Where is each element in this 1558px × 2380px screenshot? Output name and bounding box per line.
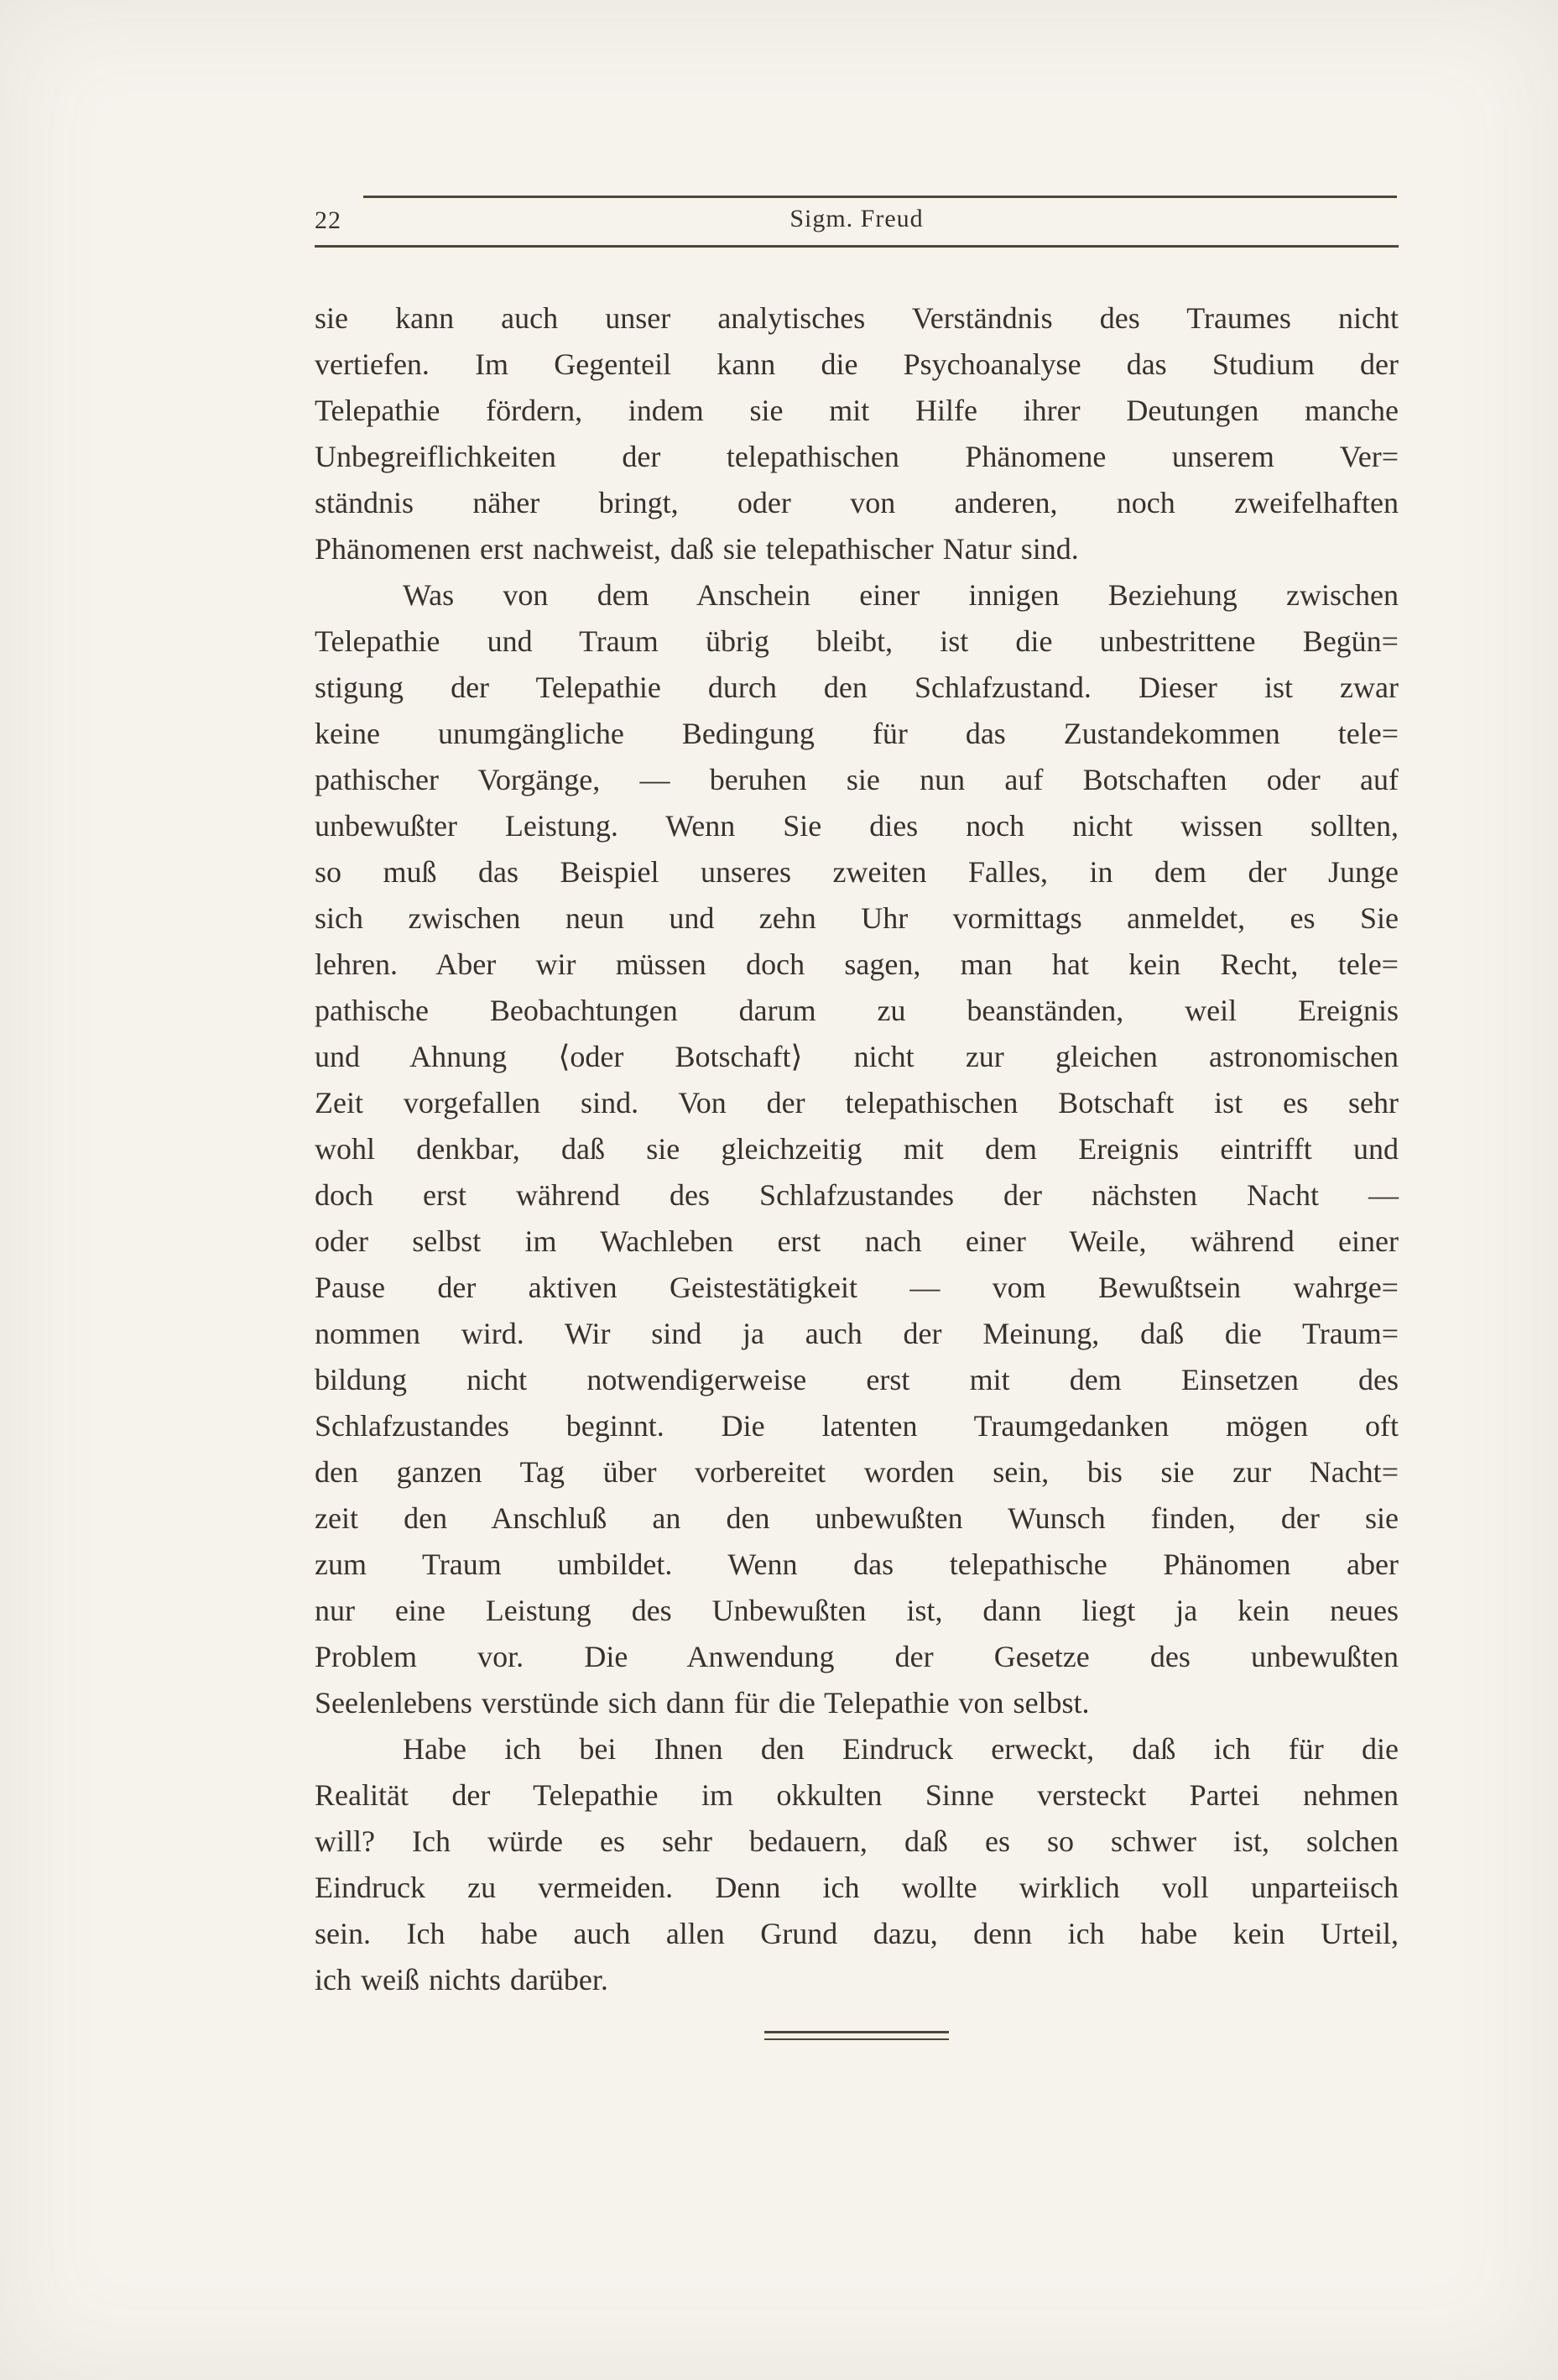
text-line: Phänomenen erst nachweist, daß sie telepathischer Natur sind. [315, 532, 1079, 566]
text-line: keine unumgängliche Bedingung für das Zustandekommen tele= [315, 717, 1399, 750]
text-line: Telepathie fördern, indem sie mit Hilfe ihrer Deutungen manche [315, 394, 1399, 427]
text-line: so muß das Beispiel unseres zweiten Falles, in dem der Junge [315, 855, 1399, 889]
text-line: will? Ich würde es sehr bedauern, daß es so schwer ist, solchen [315, 1824, 1399, 1858]
text-line: pathischer Vorgänge, — beruhen sie nun auf Botschaften oder auf [315, 763, 1399, 796]
text-line: ständnis näher bringt, oder von anderen, noch zweifelhaften [315, 486, 1399, 519]
text-line: sein. Ich habe auch allen Grund dazu, denn ich habe kein Urteil, [315, 1917, 1399, 1950]
text-line: Seelenlebens verstünde sich dann für die Telepathie von selbst. [315, 1686, 1090, 1720]
text-line: sich zwischen neun und zehn Uhr vormittags anmeldet, es Sie [315, 901, 1399, 935]
text-line: bildung nicht notwendigerweise erst mit dem Einsetzen des [315, 1363, 1399, 1396]
text-line: oder selbst im Wachleben erst nach einer Weile, während einer [315, 1224, 1399, 1258]
header-rule-bottom [315, 245, 1399, 248]
text-line: ich weiß nichts darüber. [315, 1963, 608, 1996]
text-line: unbewußter Leistung. Wenn Sie dies noch nicht wissen sollten, [315, 809, 1399, 843]
text-line: Was von dem Anschein einer innigen Beziehung zwischen [403, 578, 1399, 612]
running-header [315, 196, 1399, 248]
end-rule-divider [764, 2031, 949, 2040]
text-line: Eindruck zu vermeiden. Denn ich wollte wirklich voll unparteiisch [315, 1871, 1399, 1904]
text-line: Unbegreiflichkeiten der telepathischen Phänomene unserem Ver= [315, 440, 1399, 473]
text-line: Pause der aktiven Geistestätigkeit — vom Bewußtsein wahrge= [315, 1271, 1399, 1304]
text-line: wohl denkbar, daß sie gleichzeitig mit dem Ereignis eintrifft und [315, 1132, 1399, 1166]
text-line: den ganzen Tag über vorbereitet worden sein, bis sie zur Nacht= [315, 1455, 1399, 1489]
text-line: zum Traum umbildet. Wenn das telepathische Phänomen aber [315, 1548, 1399, 1581]
text-line: und Ahnung ⟨oder Botschaft⟩ nicht zur gleichen astronomischen [315, 1040, 1399, 1073]
text-line: pathische Beobachtungen darum zu beanständen, weil Ereignis [315, 994, 1399, 1027]
text-line: doch erst während des Schlafzustandes der nächsten Nacht — [315, 1178, 1399, 1212]
text-line: nommen wird. Wir sind ja auch der Meinung, daß die Traum= [315, 1317, 1399, 1350]
text-line: Realität der Telepathie im okkulten Sinne versteckt Partei nehmen [315, 1778, 1399, 1812]
text-line: Zeit vorgefallen sind. Von der telepathischen Botschaft ist es sehr [315, 1086, 1399, 1120]
text-line: Habe ich bei Ihnen den Eindruck erweckt, daß ich für die [403, 1732, 1399, 1766]
running-title: Sigm. Freud [789, 205, 924, 232]
text-line: Problem vor. Die Anwendung der Gesetze des unbewußten [315, 1640, 1399, 1673]
text-line: vertiefen. Im Gegenteil kann die Psychoanalyse das Studium der [315, 347, 1399, 381]
text-line: lehren. Aber wir müssen doch sagen, man hat kein Recht, tele= [315, 947, 1399, 981]
text-block [315, 295, 1399, 2003]
text-line: nur eine Leistung des Unbewußten ist, dann liegt ja kein neues [315, 1594, 1399, 1627]
text-line: stigung der Telepathie durch den Schlafzustand. Dieser ist zwar [315, 671, 1399, 704]
text-line: sie kann auch unser analytisches Verständnis des Traumes nicht [315, 301, 1399, 335]
text-line: zeit den Anschluß an den unbewußten Wunsch finden, der sie [315, 1501, 1399, 1535]
header-rule-top [363, 196, 1397, 198]
page-number: 22 [315, 206, 341, 234]
text-line: Schlafzustandes beginnt. Die latenten Traumgedanken mögen oft [315, 1409, 1399, 1443]
text-line: Telepathie und Traum übrig bleibt, ist die unbestrittene Begün= [315, 624, 1399, 658]
